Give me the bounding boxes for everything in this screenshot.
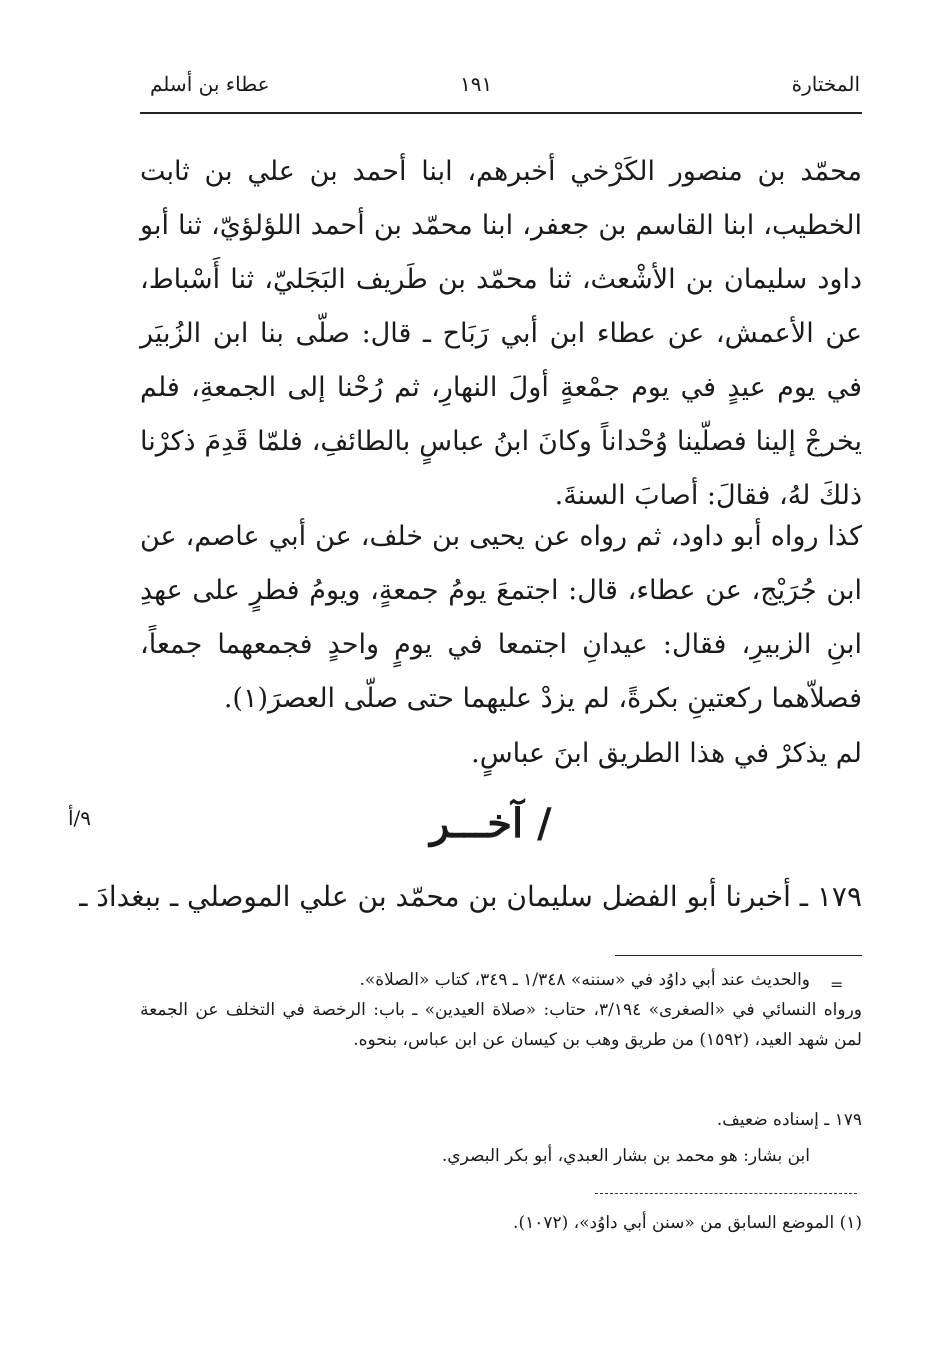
footnote-1: (١) الموضع السابق من «سنن أبي داوُد»، (١٠٧٢). (513, 1213, 862, 1233)
paragraph-3: لم يذكرْ في هذا الطريق ابنَ عباسٍ. (471, 738, 862, 769)
entry-179-line: ١٧٩ ـ أخبرنا أبو الفضل سليمان بن محمّد بن علي الموصلي ـ ببغدادَ ـ (79, 880, 862, 913)
footnote-line-3: ١٧٩ ـ إسناده ضعيف. (716, 1110, 862, 1130)
header-rule (140, 112, 862, 114)
continuation-sign: = (830, 975, 844, 994)
header-book-title: المختارة (791, 72, 860, 96)
footnote-line-4: ابن بشار: هو محمد بن بشار العبدي، أبو بكر البصري. (441, 1146, 810, 1166)
footnote-line-1: والحديث عند أبي داوُد في «سننه» ١/٣٤٨ ـ ٣٤٩، كتاب «الصلاة». (359, 970, 810, 990)
paragraph-2: كذا رواه أبو داود، ثم رواه عن يحيى بن خلف، عن أبي عاصم، عن ابن جُرَيْج، عن عطاء، قال: اجتمعَ يومُ جمعةٍ، ويومُ فطرٍ على عهدِ ابنِ الزبيرِ، فقال: عيدانِ اجتمعا في يومٍ واحدٍ فجمعهما جمعاً، فصلاّهما ركعتينِ بكرةً، لم يزدْ عليهما حتى صلّى العصرَ(١). (140, 521, 862, 714)
footnote-line-2: ورواه النسائي في «الصغرى» ٣/١٩٤، حتاب: «صلاة العيدين» ـ باب: الرخصة في التخلف عن الجمعة لمن شهد العيد، (١٥٩٢) من طريق وهب بن كيسان عن ابن عباس، بنحوه. (140, 1000, 862, 1050)
page-number: ١٩١ (460, 72, 493, 96)
section-title: / آخـــر (430, 800, 552, 847)
margin-folio-note: ٩/أ (68, 806, 92, 830)
footnote-rule (615, 955, 862, 956)
header-chapter-title: عطاء بن أسلم (150, 72, 270, 96)
paragraph-1: محمّد بن منصور الكَرْخي أخبرهم، ابنا أحمد بن علي بن ثابت الخطيب، ابنا القاسم بن جعفر، ابنا محمّد بن أحمد اللؤلؤيّ، ثنا أبو داود سليمان بن الأشْعث، ثنا محمّد بن طَريف البَجَليّ، ثنا أَسْباط، عن الأعمش، عن عطاء ابن أبي رَبَاح ـ قال: صلّى بنا ابن الزُبيَر في يوم عيدٍ في يوم جمْعةٍ أولَ النهارِ، ثم رُحْنا إلى الجمعةِ، فلم يخرجْ إلينا فصلّينا وُحْداناً وكانَ ابنُ عباسٍ بالطائفِ، فلمّا قَدِمَ ذكرْنا ذلكَ لهُ، فقالَ: أصابَ السنةَ. (140, 156, 863, 511)
footnote-separator (595, 1193, 857, 1194)
